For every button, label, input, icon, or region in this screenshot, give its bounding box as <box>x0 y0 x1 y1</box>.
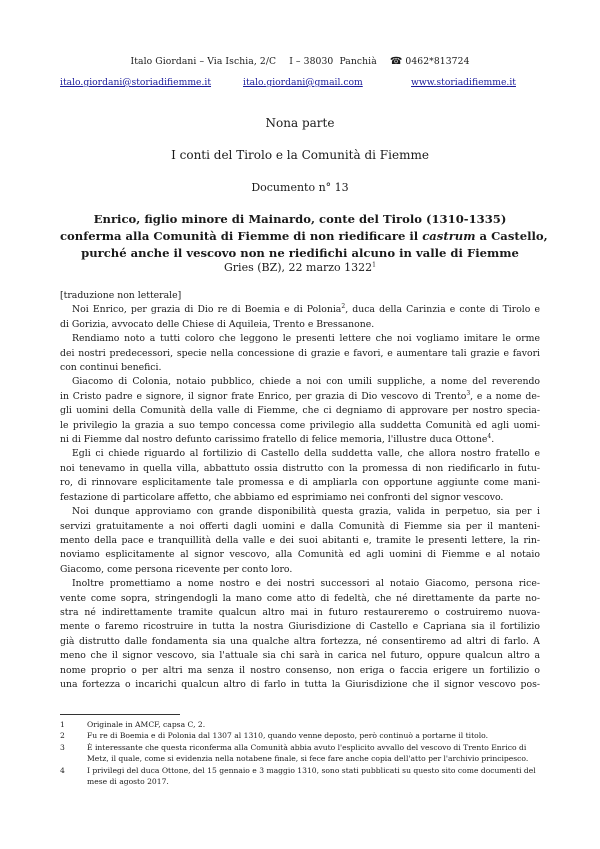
author-address: Italo Giordani – Via Ischia, 2/C <box>130 56 277 67</box>
body-line: Giacomo, come persona ricevente per conto loro. <box>60 563 293 575</box>
document-body <box>60 289 540 692</box>
body-line: Inoltre promettiamo a nome nostro e dei nostri successori al notaio Giacomo, persona rice- <box>72 578 540 590</box>
body-line: mente o faremo ricostruire in tutta la nostra Giurisdizione di Castello e Capriana sia il fortilizio <box>60 621 540 633</box>
body-line: nome proprio o per altri ma senza il nostro consenso, non eriga o faccia erigere un fortilizio o <box>60 664 540 676</box>
castrum-term: castrum <box>422 229 476 243</box>
footnote-separator <box>60 714 180 715</box>
body-line: Giacomo di Colonia, notaio pubblico, chiede a noi con umili suppliche, a nome del reverendo <box>72 376 540 388</box>
postal-code: I – 38030 <box>289 56 334 67</box>
body-line: Egli ci chiede riguardo al fortilizio di Castello della suddetta valle, che allora nostro fratello e <box>72 448 540 460</box>
footnote-number: 2 <box>60 731 65 741</box>
body-line: di Gorizia, avvocato delle Chiese di Aquileia, Trento e Bressanone. <box>60 318 375 330</box>
body-line: ni di Fiemme dal nostro defunto carissimo fratello di felice memoria, l'illustre duca Ottone$^4$. <box>60 433 495 446</box>
footnote-number: 1 <box>60 720 65 729</box>
body-line: già distrutto dalle fondamenta sia una qualche altra fortezza, né consentiremo ad altri di farlo. A <box>60 635 540 647</box>
footnote-ref: 1 <box>372 261 376 269</box>
section-title: I conti del Tirolo e la Comunità di Fiemme <box>171 148 429 162</box>
body-line: con continui benefici. <box>60 362 162 374</box>
body-line: Noi Enrico, per grazia di Dio re di Boemia e di Polonia$^2$, duca della Carinzia e conte di Tirolo e <box>72 303 540 316</box>
document-number: Documento n° 13 <box>251 181 349 194</box>
email-link-storiadifiemme[interactable]: italo.giordani@storiadifiemme.it <box>60 77 212 88</box>
footnote-number: 3 <box>60 742 65 752</box>
heading-line: conferma alla Comunità di Fiemme di non riedificare il castrum a Castello, <box>60 229 548 243</box>
dateline: Gries (BZ), 22 marzo 1322$^1$ <box>224 261 376 274</box>
letterhead <box>0 56 600 67</box>
footnote-text: Originale in AMCF, capsa C, 2. <box>87 720 206 729</box>
body-line: stra né indirettamente tramite qualcun altro mai in futuro restaureremo o costruiremo nuova- <box>60 606 540 618</box>
body-line: festazione di particolare affetto, che abbiamo ed esprimiamo nei confronti del signor vescovo. <box>60 491 504 503</box>
body-line: in Cristo padre e signore, il signor frate Enrico, per grazia di Dio vescovo di Trento$^3$, e a nome de- <box>60 389 540 402</box>
body-line: le privilegio la grazia a suo tempo concessa come privilegio alla suddetta Comunità ed agli uomi- <box>60 419 540 431</box>
document-heading <box>60 211 548 262</box>
footnote <box>60 765 540 788</box>
footnotes <box>60 719 540 787</box>
heading-line: Enrico, figlio minore di Mainardo, conte del Tirolo (1310-1335) <box>93 212 507 226</box>
body-line: mento della pace e tranquillità della valle e dei suoi abitanti e, tramite le presenti lettere, la rin- <box>60 534 540 546</box>
body-line: una fortezza o incarichi qualcun altro di farlo in tutta la Giurisdizione che il signor vescovo pos- <box>60 678 540 690</box>
footnote-text: mese di agosto 2017. <box>87 777 169 787</box>
body-line: gli uomini della Comunità della valle di Fiemme, che ci degniamo di approvare per nostro specia- <box>60 405 540 417</box>
footnote-ref: 2 <box>341 303 346 311</box>
footnote <box>60 719 540 730</box>
phone-number: 0462*813724 <box>405 56 470 67</box>
body-line: dei nostri predecessori, specie nella concessione di grazie e favori, e aumentare tali grazie e favori <box>60 347 540 359</box>
body-line: ro, di rinnovare esplicitamente tale promessa e di ampliarla con opportune aggiunte come mani- <box>60 477 540 489</box>
footnote-text: I privilegi del duca Ottone, del 15 gennaio e 3 maggio 1310, sono stati pubblicati su questo sito come documenti del <box>87 765 536 775</box>
footnote-ref: 3 <box>466 389 471 397</box>
email-link-gmail[interactable]: italo.giordani@gmail.com <box>243 77 363 88</box>
translation-note: [traduzione non letterale] <box>60 290 182 301</box>
website-link[interactable]: www.storiadifiemme.it <box>411 77 516 88</box>
body-line: Rendiamo noto a tutti coloro che leggono le presenti lettere che noi vogliamo imitare le orme <box>72 333 540 345</box>
footnote-ref: 4 <box>487 433 492 440</box>
heading-line: purché anche il vescovo non ne riedifichi alcuno in valle di Fiemme <box>81 246 519 260</box>
footnote <box>60 730 540 741</box>
body-line: Noi dunque approviamo con grande disponibilità questa grazia, valida in perpetuo, sia per i <box>72 506 540 518</box>
phone-icon: ☎ <box>389 56 403 67</box>
footnote <box>60 742 540 765</box>
footnote-text: È interessante che questa riconferma alla Comunità abbia avuto l'esplicito avvallo del vescovo di Trento Enrico di <box>87 742 527 752</box>
body-line: meno che il signor vescovo, sia l'attuale sia chi sarà in carica nel futuro, oppure qualcun altro a <box>60 650 540 662</box>
footnote-text: Metz, il quale, come si evidenzia nella notabene finale, si fece fare anche copia dell'atto per l'archivio principesco. <box>87 754 529 764</box>
footnote-text: Fu re di Boemia e di Polonia dal 1307 al 1310, quando venne deposto, però continuò a portarne il titolo. <box>87 731 488 741</box>
body-line: vente come sopra, stringendogli la mano come atto di fedeltà, che né direttamente da parte no- <box>60 592 540 604</box>
body-line: noi tenevamo in quella villa, abbattuto ossia distrutto con la promessa di non riedificarlo in futu- <box>60 462 540 474</box>
part-title: Nona parte <box>265 116 335 130</box>
body-line: noviamo esplicitamente al signor vescovo, alla Comunità ed agli uomini di Fiemme e al notaio <box>60 549 540 561</box>
town: Panchià <box>339 56 377 67</box>
body-line: servizi gratuitamente a noi offerti dagli uomini e dalla Comunità di Fiemme sia per il manteni- <box>60 520 540 532</box>
footnote-number: 4 <box>60 765 65 775</box>
